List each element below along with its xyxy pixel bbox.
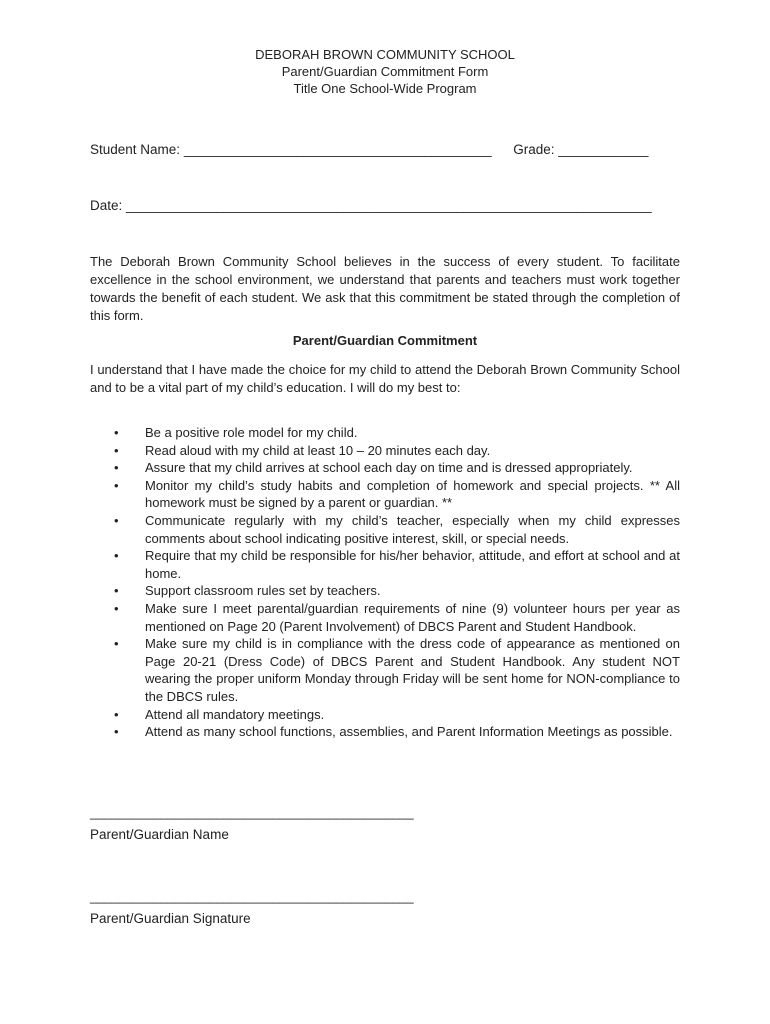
bullet-icon: •	[114, 636, 119, 652]
form-header	[0, 46, 770, 97]
student-grade-row	[90, 142, 648, 157]
school-name: DEBORAH BROWN COMMUNITY SCHOOL	[255, 47, 515, 62]
commitment-item	[90, 600, 680, 635]
commitment-item	[90, 512, 680, 547]
bullet-icon: •	[114, 442, 119, 458]
commitment-text: Monitor my child’s study habits and completion of homework and special projects. ** All homework must be signed by a parent or guardian. **	[145, 477, 680, 511]
bullet-icon: •	[114, 583, 119, 599]
commitment-text: Attend as many school functions, assemblies, and Parent Information Meetings as possible.	[145, 724, 673, 740]
bullet-icon: •	[114, 548, 119, 564]
bullet-icon: •	[114, 512, 119, 528]
commitment-item	[90, 547, 680, 582]
commitment-text: Read aloud with my child at least 10 – 20 minutes each day.	[145, 442, 491, 458]
commitment-item	[90, 635, 680, 705]
guardian-signature-label: Parent/Guardian Signature	[90, 911, 251, 926]
grade-label: Grade:	[513, 142, 555, 157]
commitment-text: Make sure I meet parental/guardian requirements of nine (9) volunteer hours per year as mentioned on Page 20 (Parent Involvement) of DBCS Parent and Student Handbook.	[145, 600, 680, 634]
guardian-name-label: Parent/Guardian Name	[90, 827, 229, 842]
commitment-item	[90, 477, 680, 512]
commitment-text: Communicate regularly with my child’s teacher, especially when my child expresses comments about school indicating positive interest, skill, or special needs.	[145, 512, 680, 546]
understand-paragraph: I understand that I have made the choice for my child to attend the Deborah Brown Community School and to be a vital part of my child’s education. I will do my best to:	[90, 362, 680, 395]
guardian-name-field[interactable]: ______________________________________________	[90, 805, 414, 820]
section-title: Parent/Guardian Commitment	[292, 333, 478, 348]
commitment-item	[90, 442, 680, 460]
commitment-item	[90, 723, 680, 741]
commitment-list	[90, 424, 680, 741]
intro-paragraph: The Deborah Brown Community School believes in the success of every student. To facilitate excellence in the school environment, we understand that parents and teachers must work together towards the benefit of each student. We ask that this commitment be stated through the completion of this form.	[90, 254, 680, 323]
bullet-icon: •	[114, 460, 119, 476]
bullet-icon: •	[114, 477, 119, 493]
commitment-text: Support classroom rules set by teachers.	[145, 583, 381, 599]
commitment-item	[90, 424, 680, 442]
grade-field[interactable]: ____________	[558, 142, 649, 157]
commitment-text: Require that my child be responsible for his/her behavior, attitude, and effort at school and at home.	[145, 548, 680, 581]
date-field[interactable]: ______________________________________________________________________	[126, 198, 652, 213]
bullet-icon: •	[114, 425, 119, 440]
commitment-text: Make sure my child is in compliance with the dress code of appearance as mentioned on Page 20-21 (Dress Code) of DBCS Parent and Student Handbook. Any student NOT wearing the proper uniform Monday through Friday will be sent home for NON-compliance to the DBCS rules.	[145, 636, 680, 704]
form-title: Parent/Guardian Commitment Form	[281, 64, 489, 79]
date-row	[90, 198, 652, 213]
program-name: Title One School-Wide Program	[293, 81, 477, 96]
date-label: Date:	[90, 198, 123, 213]
student-name-label: Student Name:	[90, 142, 181, 157]
bullet-icon: •	[114, 600, 119, 616]
commitment-text: Assure that my child arrives at school each day on time and is dressed appropriately.	[145, 460, 633, 476]
student-name-field[interactable]: _________________________________________	[183, 142, 492, 157]
bullet-icon: •	[114, 706, 119, 722]
commitment-text: Attend all mandatory meetings.	[145, 706, 325, 722]
commitment-item	[90, 706, 680, 724]
commitment-item	[90, 459, 680, 477]
commitment-text: Be a positive role model for my child.	[145, 425, 358, 440]
bullet-icon: •	[114, 724, 119, 740]
commitment-item	[90, 582, 680, 600]
guardian-signature-field[interactable]: ______________________________________________	[90, 889, 414, 904]
